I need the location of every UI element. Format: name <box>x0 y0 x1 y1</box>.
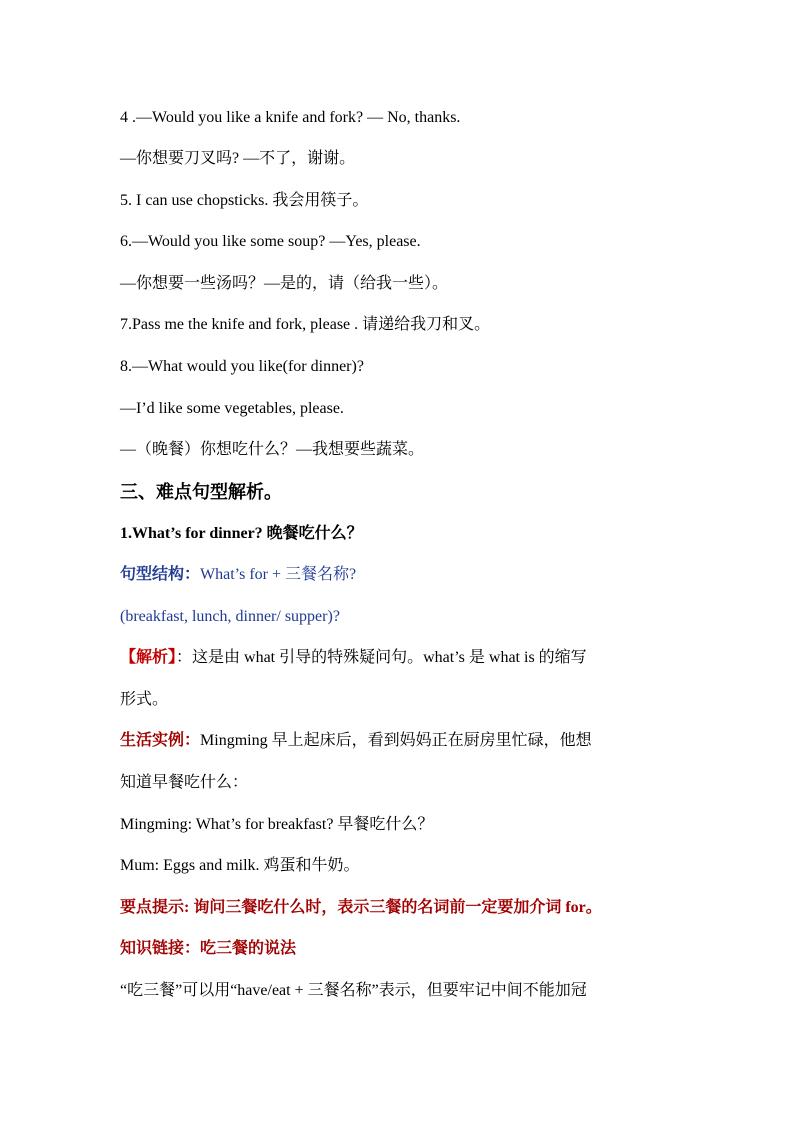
last-line: “吃三餐”可以用“have/eat + 三餐名称”表示，但要牢记中间不能加冠 <box>120 982 587 999</box>
analysis-line-1 <box>120 647 676 669</box>
example-line-2: 知道早餐吃什么： <box>120 774 249 791</box>
structure-line <box>120 564 676 586</box>
tip-line <box>120 897 676 919</box>
sentence-4-chinese: —你想要刀叉吗? —不了，谢谢。 <box>120 150 356 167</box>
sentence-8-chinese: —（晚餐）你想吃什么？—我想要些蔬菜。 <box>120 441 425 458</box>
section-heading: 三、难点句型解析。 <box>120 482 282 502</box>
structure-label: 句型结构： <box>120 566 201 583</box>
sentence-8-answer: —I’d like some vegetables, please. <box>120 400 344 417</box>
analysis-text: ：这是由 what 引导的特殊疑问句。what’s 是 what is 的缩写 <box>176 649 587 666</box>
tip-text: 询问三餐吃什么时，表示三餐的名词前一定要加介词 for。 <box>189 899 602 916</box>
tip-label: 要点提示: <box>120 899 190 916</box>
example-line-1 <box>120 730 676 752</box>
example-text: Mingming 早上起床后，看到妈妈正在厨房里忙碌，他想 <box>200 732 592 749</box>
item-title: 1.What’s for dinner? 晚餐吃什么？ <box>120 525 363 542</box>
sentence-6-chinese: —你想要一些汤吗？—是的，请（给我一些）。 <box>120 275 449 292</box>
analysis-line-2: 形式。 <box>120 691 169 708</box>
sentence-5: 5. I can use chopsticks. 我会用筷子。 <box>120 192 369 209</box>
structure-text: What’s for + 三餐名称? <box>200 566 357 583</box>
sentence-7: 7.Pass me the knife and fork, please . 请递给我刀和叉。 <box>120 316 491 333</box>
sentence-8-question: 8.—What would you like(for dinner)? <box>120 358 364 375</box>
example-label: 生活实例： <box>120 732 201 749</box>
dialog-line-2: Mum: Eggs and milk. 鸡蛋和牛奶。 <box>120 857 360 874</box>
sentence-4-english: 4 .—Would you like a knife and fork? — No, thanks. <box>120 109 461 126</box>
knowledge-link: 知识链接：吃三餐的说法 <box>120 940 297 957</box>
analysis-label: 【解析】 <box>120 649 177 666</box>
dialog-line-1: Mingming: What’s for breakfast? 早餐吃什么？ <box>120 816 434 833</box>
sentence-6-english: 6.—Would you like some soup? —Yes, please. <box>120 233 421 250</box>
structure-options: (breakfast, lunch, dinner/ supper)? <box>120 608 340 625</box>
